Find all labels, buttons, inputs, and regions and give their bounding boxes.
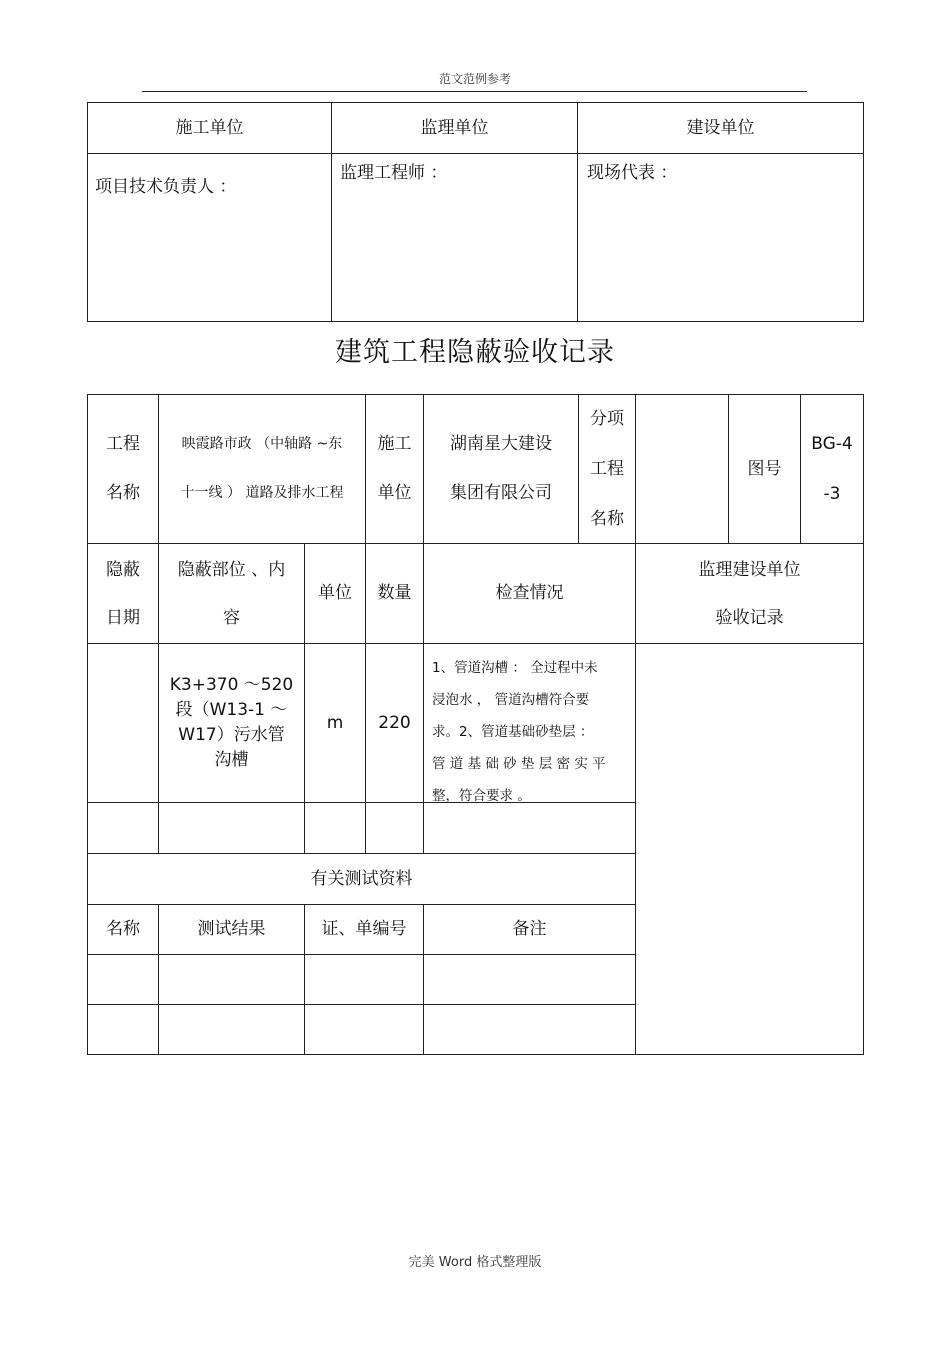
subproject-value: [636, 395, 728, 543]
document-title: 建筑工程隐蔽验收记录: [335, 337, 615, 368]
page-header: 范文范例参考: [438, 72, 511, 86]
header-construction-unit: 施工单位: [175, 117, 244, 138]
header-rule: [142, 91, 807, 92]
col-concealment-part: 隐蔽部位 、内 容: [177, 559, 286, 628]
page-footer: 完美 Word 格式整理版: [408, 1255, 542, 1270]
tests-title: 有关测试资料: [310, 868, 413, 889]
contractor-label: 施工 单位: [377, 434, 412, 503]
project-name-label: 工程 名称: [106, 434, 140, 503]
contractor-value: 湖南星大建设 集团有限公司: [450, 434, 552, 503]
tests-col-result: 测试结果: [197, 919, 266, 940]
signer-site-representative: 现场代表 ：: [587, 163, 678, 183]
row1-unit: m: [326, 712, 344, 733]
col-acceptance-record: 监理建设单位 验收记录: [698, 559, 801, 628]
row1-quantity: 220: [378, 712, 411, 733]
col-inspection: 检查情况: [495, 583, 564, 604]
subproject-label: 分项 工程 名称: [590, 409, 624, 529]
col-quantity: 数量: [377, 583, 412, 604]
drawing-number-value: BG-4 -3: [811, 434, 853, 504]
header-supervision-unit: 监理单位: [420, 117, 489, 138]
row1-part: K3+370 ～520 段（W13-1 ～ W17）污水管 沟槽: [169, 675, 294, 770]
col-unit: 单位: [318, 583, 352, 604]
drawing-number-label: 图号: [747, 458, 782, 479]
signer-supervision-engineer: 监理工程师 ：: [340, 163, 448, 183]
row1-inspection: 1、管道沟槽 ： 全过程中未 浸泡水 ， 管道沟槽符合要 求。2、管道基础砂垫层 ： 管 道 基 础 砂 垫 层 密 实 平 整，符合要求 。: [432, 660, 606, 804]
header-owner-unit: 建设单位: [686, 117, 755, 138]
signer-technical-lead: 项目技术负责人 ：: [95, 177, 237, 197]
tests-col-remarks: 备注: [512, 919, 547, 940]
tests-col-certificate-no: 证、单编号: [321, 919, 407, 940]
col-concealment-date: 隐蔽 日期: [106, 559, 140, 628]
project-name-value: 映霞路市政 （中轴路 ~东 十一线 ） 道路及排水工程: [180, 436, 344, 501]
tests-col-name: 名称: [106, 919, 140, 940]
